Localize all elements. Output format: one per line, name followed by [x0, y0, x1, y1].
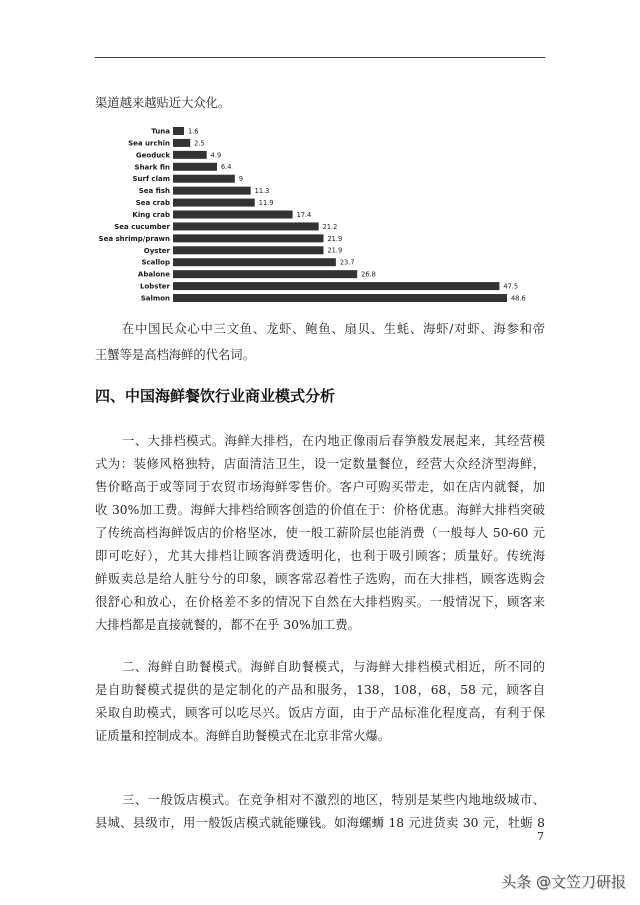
- bar-salmon: [173, 294, 507, 302]
- seafood-bar-chart: [95, 122, 535, 308]
- paragraph-line: 一、大排档模式。海鲜大排档，在内地正像雨后春笋般发展起来，其经营模: [122, 433, 545, 448]
- bar-value-label: 11.9: [258, 198, 274, 207]
- bar-category-label: Salmon: [140, 294, 170, 303]
- bar-lobster: [173, 282, 499, 290]
- bar-category-label: Lobster: [140, 282, 170, 291]
- paragraph-line: 县城、县级市，用一般饭店模式就能赚钱。如海螺蛳 18 元进货卖 30 元，牡蛎 8: [95, 815, 545, 830]
- bar-oyster: [173, 246, 323, 254]
- bar-category-label: Oyster: [143, 246, 170, 255]
- paragraph-line: 收 30%加工费。海鲜大排档给顾客创造的价值在于：价格优惠。海鲜大排档突破: [95, 502, 545, 517]
- bar-category-label: Abalone: [137, 270, 170, 279]
- bar-sea-crab: [173, 199, 255, 207]
- page-number: 7: [537, 830, 544, 843]
- watermark: 头条 @文笠刀研报: [501, 873, 626, 891]
- bar-abalone: [173, 270, 357, 278]
- bar-category-label: Sea urchin: [128, 139, 170, 148]
- bar-scallop: [173, 258, 336, 266]
- bar-category-label: Surf clam: [132, 175, 170, 184]
- bar-category-label: King crab: [132, 211, 170, 220]
- bar-king-crab: [173, 211, 293, 219]
- bar-value-label: 2.5: [194, 139, 205, 148]
- paragraph-line: 大排档都是直接就餐的，都不在乎 30%加工费。: [95, 617, 360, 632]
- paragraph-line: 即可吃好），尤其大排档让顾客消费透明化，也利于吸引顾客；质量好。传统海: [95, 548, 545, 563]
- chart-caption-paragraph: [95, 316, 545, 368]
- bar-category-label: Sea cucumber: [114, 222, 170, 231]
- paragraph-line: 证质量和控制成本。海鲜自助餐模式在北京非常火爆。: [95, 728, 391, 743]
- bar-category-label: Sea shrimp/prawn: [98, 234, 170, 243]
- bar-value-label: 21.2: [322, 222, 338, 231]
- bar-value-label: 17.4: [296, 210, 312, 219]
- paragraph-line: 王蟹等是高档海鲜的代名词。: [95, 348, 255, 362]
- bar-value-label: 26.8: [361, 270, 376, 279]
- paragraph-line: 式为：装修风格独特，店面清洁卫生，设一定数量餐位，经营大众经济型海鲜，: [95, 456, 545, 471]
- bar-category-label: Geoduck: [135, 151, 170, 160]
- paragraph-seafood-buffet: [95, 656, 545, 748]
- bar-category-label: Tuna: [151, 127, 170, 136]
- paragraph-line: 鲜贩卖总是给人脏兮兮的印象，顾客常忍着性子选购，而在大排档，顾客选购会: [95, 571, 545, 586]
- bar-value-label: 11.3: [254, 187, 270, 196]
- bar-value-label: 21.9: [327, 246, 343, 255]
- bar-value-label: 4.9: [210, 151, 222, 160]
- paragraph-buffet-stall: [95, 430, 545, 637]
- bar-sea-cucumber: [173, 222, 319, 230]
- bar-value-label: 48.6: [510, 294, 526, 303]
- bar-category-label: Scallop: [141, 258, 170, 267]
- paragraph-line: 是自助餐模式提供的是定制化的产品和服务，138，108，68，58 元，顾客自: [95, 682, 545, 697]
- bar-shark-fin: [173, 163, 217, 171]
- bar-category-label: Shark fin: [134, 163, 170, 172]
- paragraph-line: 在中国民众心中三文鱼、龙虾、鲍鱼、扇贝、生蚝、海虾/对虾、海参和帝: [122, 322, 545, 336]
- header-rule: [95, 57, 545, 58]
- bar-value-label: 23.7: [339, 258, 355, 267]
- bar-value-label: 21.9: [327, 234, 343, 243]
- paragraph-line: 采取自助模式，顾客可以吃尽兴。饭店方面，由于产品标准化程度高，有利于保: [95, 705, 545, 720]
- bar-category-label: Sea crab: [135, 199, 170, 208]
- paragraph-line: 三、一般饭店模式。在竞争相对不激烈的地区，特别是某些内地地级城市、: [122, 792, 545, 807]
- bar-geoduck: [173, 151, 207, 159]
- bar-value-label: 47.5: [503, 282, 519, 291]
- bar-value-label: 1.6: [187, 127, 199, 136]
- bar-surf-clam: [173, 175, 235, 183]
- section-heading: 四、中国海鲜餐饮行业商业模式分析: [95, 387, 336, 405]
- paragraph-line: 了传统高档海鲜饭店的价格坚冰，使一般工薪阶层也能消费（一般每人 50-60 元: [95, 525, 545, 540]
- bar-sea-fish: [173, 187, 251, 195]
- paragraph-line: 售价略高于或等同于农贸市场海鲜零售价。客户可购买带走，如在店内就餐，加: [95, 479, 545, 494]
- paragraph-line: 二、海鲜自助餐模式。海鲜自助餐模式，与海鲜大排档模式相近，所不同的: [122, 659, 545, 674]
- bar-value-label: 6.4: [220, 163, 232, 172]
- intro-line: 渠道越来越贴近大众化。: [95, 96, 231, 110]
- bar-value-label: 9: [238, 175, 244, 184]
- bar-sea-shrimp-prawn: [173, 234, 323, 242]
- paragraph-line: 很舒心和放心，在价格差不多的情况下自然在大排档购买。一般情况下，顾客来: [95, 594, 545, 609]
- bar-category-label: Sea fish: [138, 187, 170, 196]
- bar-sea-urchin: [173, 139, 190, 147]
- paragraph-general-restaurant: [95, 789, 545, 835]
- bar-tuna: [173, 127, 184, 135]
